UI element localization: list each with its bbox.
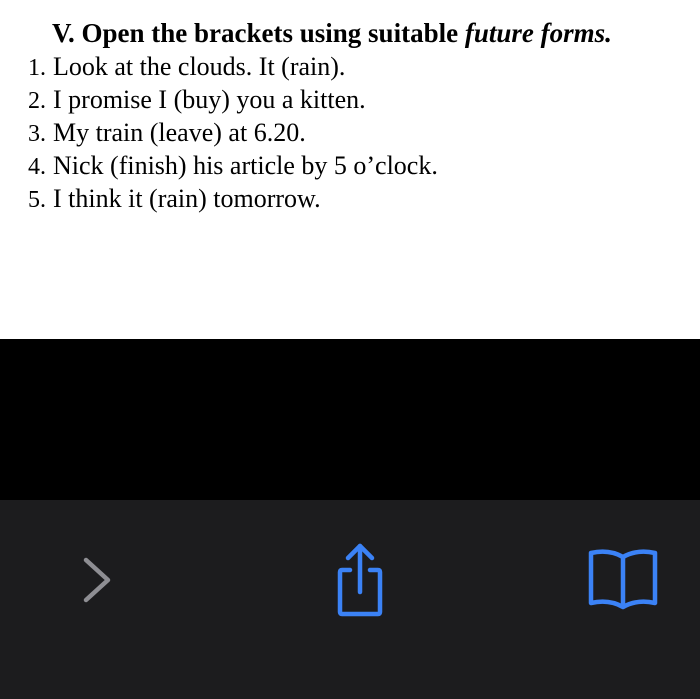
bookmarks-button[interactable] — [583, 540, 663, 620]
list-item — [28, 83, 366, 118]
book-icon — [585, 547, 661, 613]
chevron-right-icon — [78, 550, 118, 610]
item-text: I promise I (buy) you a kitten. — [53, 85, 366, 114]
list-item — [28, 50, 345, 85]
page-background — [0, 339, 700, 500]
share-icon — [328, 542, 392, 618]
heading-emphasis: future forms. — [464, 18, 612, 48]
item-number: 2. — [28, 88, 46, 114]
item-text: My train (leave) at 6.20. — [53, 118, 306, 147]
item-text: I think it (rain) tomorrow. — [53, 184, 321, 213]
item-number: 1. — [28, 55, 46, 81]
forward-button[interactable] — [58, 540, 138, 620]
share-button[interactable] — [320, 540, 400, 620]
list-item — [28, 116, 306, 151]
exercise-heading — [52, 14, 612, 52]
item-number: 4. — [28, 154, 46, 180]
list-item — [28, 149, 438, 184]
browser-toolbar — [0, 500, 700, 699]
document-view — [0, 0, 700, 339]
item-number: 5. — [28, 187, 46, 213]
item-text: Nick (finish) his article by 5 o’clock. — [53, 151, 438, 180]
item-text: Look at the clouds. It (rain). — [53, 52, 346, 81]
heading-text: V. Open the brackets using suitable — [52, 18, 465, 48]
item-number: 3. — [28, 121, 46, 147]
list-item — [28, 182, 321, 217]
